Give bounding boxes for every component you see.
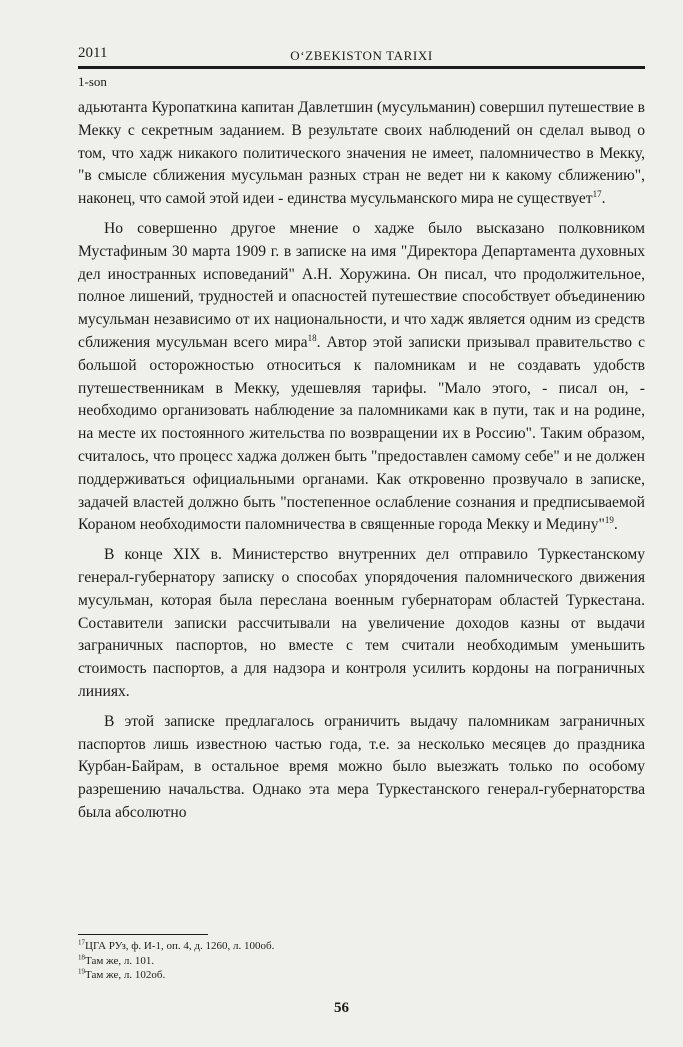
footnote-rule: [78, 934, 208, 935]
footnote-18-number: 18: [78, 952, 85, 961]
paragraph-4: В этой записке предлагалось ограничить выдачу паломникам заграничных паспортов лишь известною частью года, т.е. за несколько месяцев до праздника Курбан-Байрам, в остальное время можно было выезжать только по особому разрешению начальства. Однако эта мера Туркестанского генерал-губернаторства была абсолютно: [78, 712, 645, 821]
paragraph-2-text-a: Но совершенно другое мнение о хадже было высказано полковником Мустафиным 30 марта 1909 г. в записке на имя "Директора Департамента духовных дел иностранных исповеданий" А.Н. Хоружина. Он писал, что продолжительное, полное лишений, трудностей и опасностей путешествие способствует объединению мусульман независимо от их национальности, и что хадж является одним из средств сближения мусульман всего мира: [78, 219, 645, 351]
footnote-ref-18: 18: [307, 332, 317, 343]
footnote-18: [78, 954, 645, 969]
paragraph-1: [78, 97, 645, 211]
paragraph-2-text-b: . Автор этой записки призывал правительство с большой осторожностью относиться к паломникам и не создавать удобств путешественникам в Мекку, удешевляя тарифы. "Мало этого, - писал он, - необходимо организовать наблюдение за паломниками как в пути, так и на родине, на месте их постоянного жительства по возвращении их в Россию". Таким образом, считалось, что процесс хаджа должен быть "предоставлен самому себе" и не должен поддерживаться официальными органами. Как откровенно прозвучало в записке, задачей властей должно быть "постепенное ослабление сознания и предписываемой Кораном необходимости паломничества в священные города Мекку и Медину": [78, 333, 645, 534]
running-header: [78, 44, 645, 66]
paragraph-1-text: адьютанта Куропаткина капитан Давлетшин (мусульманин) совершил путешествие в Мекку с секретным заданием. В результате своих наблюдений он сделал вывод о том, что хадж никакого политического значения не имеет, паломничество в Мекку, "в смысле сближения мусульман разных стран не ведет ни к какому сближению", наконец, что самой этой идеи - единства мусульманского мира не существует: [78, 99, 645, 208]
paragraph-1-tail: .: [601, 190, 606, 208]
header-year: 2011: [78, 45, 108, 61]
footnote-ref-19: 19: [604, 515, 614, 526]
paragraph-2-tail: .: [613, 516, 618, 534]
footnote-17-text: ЦГА РУз, ф. И-1, оп. 4, д. 1260, л. 100об.: [85, 940, 275, 952]
header-journal-title: O‘ZBEKISTON TARIXI: [290, 48, 433, 63]
footnote-19-number: 19: [78, 967, 85, 976]
footnote-17: [78, 939, 645, 954]
paragraph-2: [78, 218, 645, 537]
page-number: 56: [334, 1000, 349, 1016]
footnote-19: [78, 968, 645, 983]
footnote-17-number: 17: [78, 938, 85, 947]
header-issue: 1-son: [78, 74, 107, 89]
paragraph-3: В конце XIX в. Министерство внутренних дел отправило Туркестанскому генерал-губернатору записку о способах упорядочения паломнического движения мусульман, которая была переслана военным губернаторам областей Туркестана. Составители записки рассчитывали на увеличение доходов казны от выдачи заграничных паспортов, но вместе с тем считали необходимым уменьшить стоимость паспортов, а для надзора и контроля усилить кордоны на пограничных линиях.: [78, 546, 645, 700]
footnote-18-text: Там же, л. 101.: [85, 954, 155, 967]
header-rule: [78, 66, 645, 69]
footnotes: [78, 939, 645, 983]
footnote-19-text: Там же, л. 102об.: [85, 969, 166, 981]
article-body: [78, 97, 645, 832]
footnote-ref-17: 17: [592, 189, 602, 199]
